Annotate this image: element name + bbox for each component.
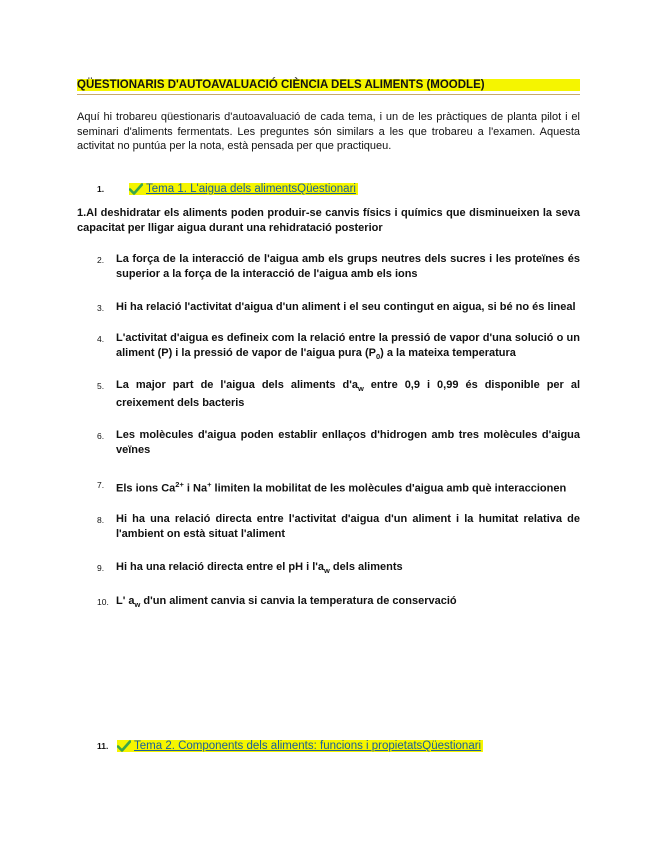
question-item <box>97 300 580 316</box>
intro-paragraph: Aquí hi trobareu qüestionaris d'autoavaluació de cada tema, i un de les pràctiques de planta pilot i el seminari d'aliments fermentats. Les preguntes són similars a les que trobareu a l'examen. Aquesta activitat no puntúa per la nota, està pensada per que practiqueu. <box>77 111 580 152</box>
question-number: 7. <box>97 480 105 490</box>
question-text: Hi ha una relació directa entre l'activitat d'aigua d'un aliment i la humitat relativa de l'ambient on està situat l'aliment <box>116 513 580 540</box>
question-item <box>97 560 580 578</box>
topic-number: 11. <box>97 741 109 751</box>
question-text: Els ions $Ca^{2+}$ i Na+ limiten la mobilitat de les molècules d'aigua amb què interaccionen <box>116 480 567 495</box>
question-item <box>97 378 580 411</box>
question-number: 10. <box>97 597 109 607</box>
question-text: La major part de l'aigua dels aliments $d'a_w$ entre 0,9 i 0,99 és disponible per al creixement dels bacteris <box>116 379 580 410</box>
question-item <box>97 252 580 282</box>
topic-highlight <box>117 740 483 752</box>
question-number: 4. <box>97 334 105 344</box>
topic-link-tema-2[interactable]: Tema 2. Components dels aliments: funcions i propietatsQüestionari <box>134 740 482 752</box>
question-1: 1.Al deshidratar els aliments poden produir-se canvis físics i químics que disminueixen la seva capacitat per lligar aigua durant una rehidratació posterior <box>77 207 580 234</box>
question-text: Hi ha una relació directa entre el pH i $l'a_w$ dels aliments <box>116 561 403 576</box>
check-icon <box>129 183 143 195</box>
question-text: L' $a_w$ d'un aliment canvia si canvia la temperatura de conservació <box>116 595 457 610</box>
question-number: 9. <box>97 563 105 573</box>
question-number: 2. <box>97 255 105 265</box>
title-underline <box>77 94 580 95</box>
question-text: Hi ha relació l'activitat d'aigua d'un aliment i el seu contingut en aigua, si bé no és lineal <box>116 301 576 313</box>
question-text: L'activitat d'aigua es defineix com la relació entre la pressió de vapor d'una solució o un aliment (P) i la pressió de vapor de l'aigua pura $(P_0)$ a la mateixa temperatura <box>116 332 580 362</box>
question-number: 3. <box>97 303 105 313</box>
question-number: 6. <box>97 431 105 441</box>
topic-link-tema-1[interactable]: Tema 1. L'aigua dels alimentsQüestionari <box>146 183 356 195</box>
question-number: 8. <box>97 515 105 525</box>
document-title: QÜESTIONARIS D'AUTOAVALUACIÓ CIÈNCIA DELS ALIMENTS (MOODLE) <box>77 79 580 91</box>
topic-highlight <box>129 183 358 195</box>
question-text: Les molècules d'aigua poden establir enllaços d'hidrogen amb tres molècules d'aigua veïnes <box>116 429 580 456</box>
question-item <box>97 594 580 612</box>
topic-row-1 <box>97 183 358 195</box>
question-number: 5. <box>97 381 105 391</box>
topic-number: 1. <box>97 184 105 194</box>
question-item <box>97 477 580 497</box>
question-text: La força de la interacció de l'aigua amb els grups neutres dels sucres i les proteïnes és superior a la força de la interacció de l'aigua amb els ions <box>116 253 580 280</box>
question-item <box>97 428 580 458</box>
question-item <box>97 512 580 542</box>
check-icon <box>117 740 131 752</box>
question-item <box>97 331 580 364</box>
topic-row-11 <box>97 740 483 752</box>
